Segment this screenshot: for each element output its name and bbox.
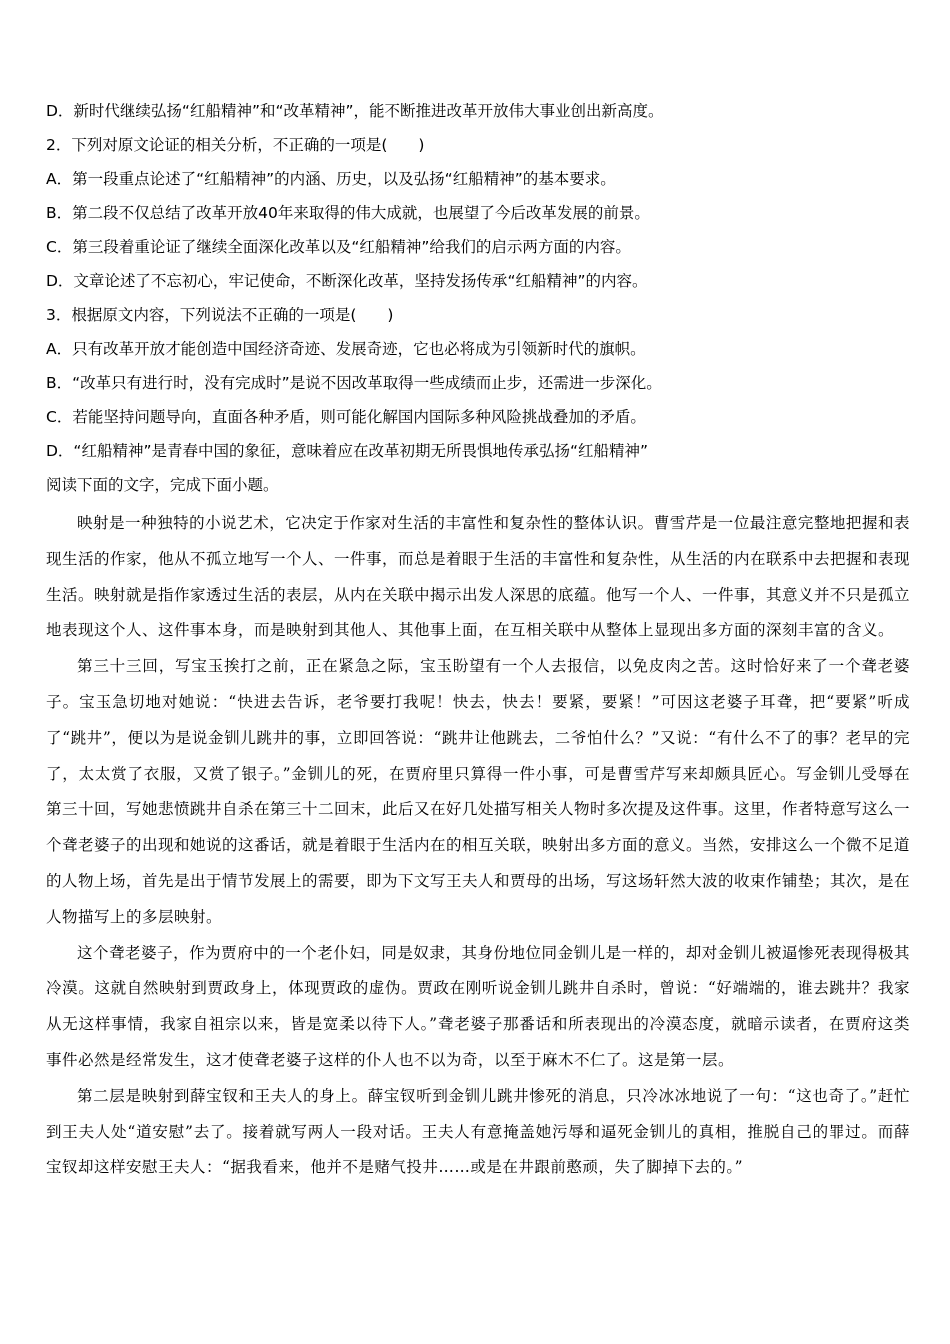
option-3c: C．若能坚持问题导向，直面各种矛盾，则可能化解国内国际多种风险挑战叠加的矛盾。 [46, 408, 646, 426]
option-1d: D．新时代继续弘扬“红船精神”和“改革精神”，能不断推进改革开放伟大事业创出新高度。 [46, 102, 664, 120]
option-3a: A．只有改革开放才能创造中国经济奇迹、发展奇迹，它也必将成为引领新时代的旗帜。 [46, 340, 646, 358]
reading-passage [46, 506, 910, 1186]
question-2: 2．下列对原文论证的相关分析，不正确的一项是( ) [46, 136, 425, 154]
option-2a: A．第一段重点论述了“红船精神”的内涵、历史，以及弘扬“红船精神”的基本要求。 [46, 170, 616, 188]
passage-paragraph-3: 这个聋老婆子，作为贾府中的一个老仆妇，同是奴隶，其身份地位同金钏儿是一样的，却对金钏儿被逼惨死表现得极其冷漠。这就自然映射到贾政身上，体现贾政的虚伪。贾政在刚听说金钏儿跳井自杀时，曾说：“好端端的，谁去跳井？我家从无这样事情，我家自祖宗以来，皆是宽柔以待下人。”聋老婆子那番话和所表现出的冷漠态度，就暗示读者，在贾府这类事件必然是经常发生，这才使聋老婆子这样的仆人也不以为奇，以至于麻木不仁了。这是第一层。 [46, 943, 910, 1069]
question-3: 3．根据原文内容，下列说法不正确的一项是( ) [46, 306, 394, 324]
option-3b: B．“改革只有进行时，没有完成时”是说不因改革取得一些成绩而止步，还需进一步深化。 [46, 374, 662, 392]
reading-instruction: 阅读下面的文字，完成下面小题。 [46, 476, 279, 494]
option-2b: B．第二段不仅总结了改革开放40年来取得的伟大成就，也展望了今后改革发展的前景。 [46, 204, 650, 222]
option-3d: D．“红船精神”是青春中国的象征，意味着应在改革初期无所畏惧地传承弘扬“红船精神” [46, 442, 649, 460]
passage-paragraph-2: 第三十三回，写宝玉挨打之前，正在紧急之际，宝玉盼望有一个人去报信，以免皮肉之苦。这时恰好来了一个聋老婆子。宝玉急切地对她说：“快进去告诉，老爷要打我呢！快去，快去！要紧，要紧！”可因这老婆子耳聋，把“要紧”听成了“跳井”，便以为是说金钏儿跳井的事，立即回答说：“跳井让他跳去，二爷怕什么？”又说：“有什么不了的事？老早的完了，太太赏了衣服，又赏了银子。”金钏儿的死，在贾府里只算得一件小事，可是曹雪芹写来却颇具匠心。写金钏儿受辱在第三十回，写她悲愤跳井自杀在第三十二回末，此后又在好几处描写相关人物时多次提及这件事。这里，作者特意写这么一个聋老婆子的出现和她说的这番话，就是着眼于生活内在的相互关联，映射出多方面的意义。当然，安排这么一个微不足道的人物上场，首先是出于情节发展上的需要，即为下文写王夫人和贾母的出场，写这场轩然大波的收束作铺垫；其次，是在人物描写上的多层映射。 [46, 657, 911, 926]
option-2d: D．文章论述了不忘初心，牢记使命，不断深化改革，坚持发扬传承“红船精神”的内容。 [46, 272, 648, 290]
passage-paragraph-1: 映射是一种独特的小说艺术，它决定于作家对生活的丰富性和复杂性的整体认识。曹雪芹是一位最注意完整地把握和表现生活的作家，他从不孤立地写一个人、一件事，而总是着眼于生活的丰富性和复杂性，从生活的内在联系中去把握和表现生活。映射就是指作家透过生活的表层，从内在关联中揭示出发人深思的底蕴。他写一个人、一件事，其意义并不只是孤立地表现这个人、这件事本身，而是映射到其他人、其他事上面，在互相关联中从整体上显现出多方面的深刻丰富的含义。 [46, 514, 911, 640]
passage-paragraph-4: 第二层是映射到薛宝钗和王夫人的身上。薛宝钗听到金钏儿跳井惨死的消息，只冷冰冰地说了一句：“这也奇了。”赶忙到王夫人处“道安慰”去了。接着就写两人一段对话。王夫人有意掩盖她污辱和逼死金钏儿的真相，推脱自己的罪过。而薛宝钗却这样安慰王夫人：“据我看来，他并不是赌气投井……或是在井跟前憨顽，失了脚掉下去的。” [46, 1086, 910, 1177]
option-2c: C．第三段着重论证了继续全面深化改革以及“红船精神”给我们的启示两方面的内容。 [46, 238, 631, 256]
